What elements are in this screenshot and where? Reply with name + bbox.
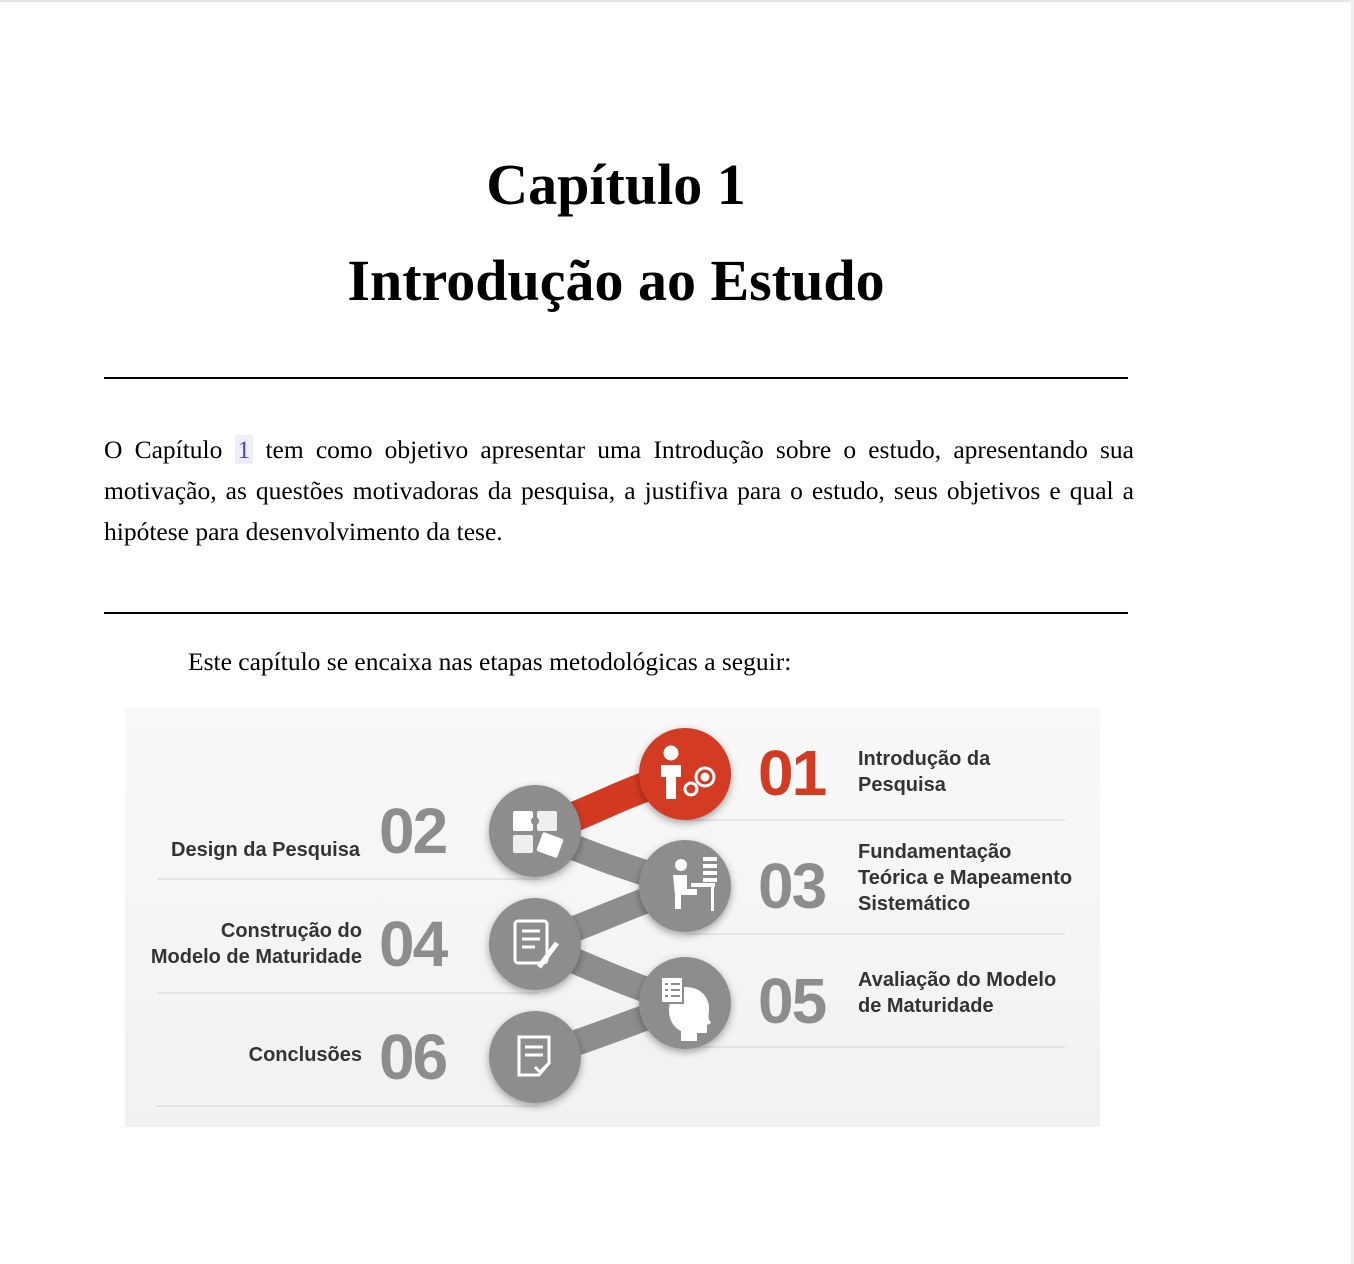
horizontal-rule-top: [104, 377, 1128, 379]
step-01-circle: [639, 728, 731, 820]
step-01-label-line-2: Pesquisa: [858, 774, 946, 796]
step-02-number: 02: [379, 795, 447, 867]
horizontal-rule-bottom: [104, 612, 1128, 614]
step-01-number: 01: [758, 737, 826, 809]
page-top-border: [0, 0, 1354, 2]
step-03-label-line-1: Fundamentação: [858, 841, 1012, 863]
intro-text-rest: tem como objetivo apresentar uma Introdução sobre o estudo, apresentando sua motivação, as questões motivadoras da pesquisa, a justifiva para o estudo, seus objetivos e qual a hipótese para desenvolvimento da tese.: [104, 435, 1134, 546]
step-04-label-line-1: Construção do: [220, 920, 362, 942]
step-05-circle: [639, 957, 731, 1049]
step-04-number: 04: [379, 908, 447, 980]
intro-text-start: O Capítulo: [104, 435, 235, 464]
step-02-label-line-1: Design da Pesquisa: [171, 839, 360, 861]
step-06-number: 06: [379, 1021, 447, 1093]
intro-paragraph: [104, 429, 1134, 552]
lead-sentence: Este capítulo se encaixa nas etapas metodológicas a seguir:: [188, 647, 792, 676]
step-03-circle: [639, 840, 731, 932]
chapter-cross-reference-link[interactable]: 1: [235, 435, 254, 464]
step-01-label: [858, 746, 990, 798]
methodology-steps-figure: [125, 707, 1100, 1127]
step-06-label: [249, 1042, 362, 1068]
step-05-number: 05: [758, 965, 826, 1037]
step-02-label: [171, 837, 360, 863]
step-06-label-line-1: Conclusões: [248, 1044, 362, 1066]
chapter-number-heading: Capítulo 1: [486, 152, 746, 217]
step-04-label-line-2: Modelo de Maturidade: [150, 946, 362, 968]
step-02-circle: [489, 785, 581, 877]
step-04-label: [151, 918, 362, 970]
step-01-label-line-1: Introdução da: [858, 748, 991, 770]
step-05-label-line-2: de Maturidade: [858, 995, 994, 1017]
step-04-circle: [489, 898, 581, 990]
step-06-circle: [489, 1011, 581, 1103]
step-05-label-line-1: Avaliação do Modelo: [858, 969, 1057, 991]
step-03-label-line-3: Sistemático: [858, 893, 971, 915]
step-03-label: [858, 839, 1072, 917]
step-05-label: [858, 967, 1056, 1019]
step-03-number: 03: [758, 850, 826, 922]
step-03-label-line-2: Teórica e Mapeamento: [858, 867, 1073, 889]
chapter-title-heading: Introdução ao Estudo: [347, 248, 885, 313]
